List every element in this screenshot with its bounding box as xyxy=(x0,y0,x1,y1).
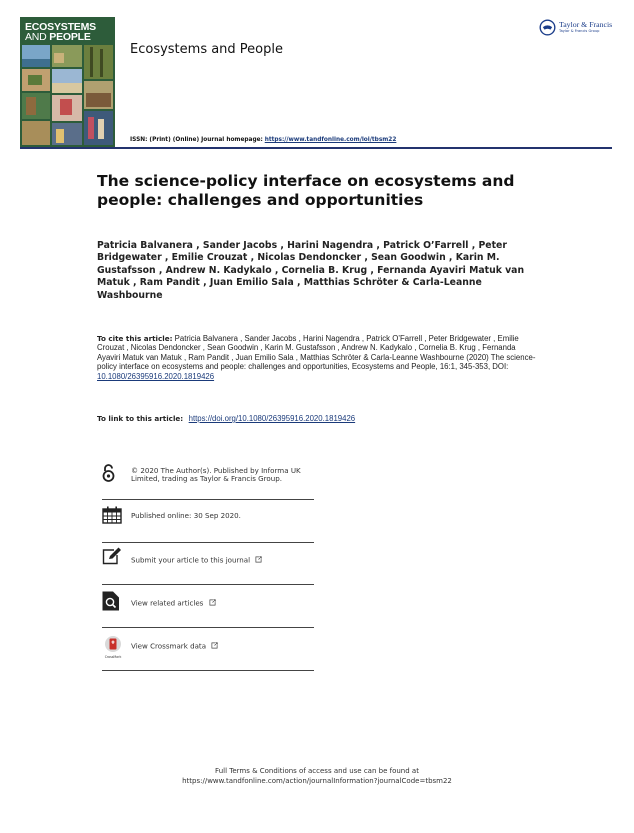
crossmark-block[interactable] xyxy=(102,632,314,674)
publisher-subtitle: Taylor & Francis Group xyxy=(559,29,600,33)
external-link-icon xyxy=(209,599,216,606)
issn-label: ISSN: (Print) (Online) Journal homepage: xyxy=(130,137,263,143)
journal-homepage-link[interactable]: https://www.tandfonline.com/loi/tbsm22 xyxy=(264,137,397,143)
header-divider xyxy=(20,147,612,149)
cover-title-line1: ECOSYSTEMS xyxy=(25,21,96,33)
info-divider xyxy=(102,670,314,671)
submit-article-label: Submit your article to this journal xyxy=(131,555,251,565)
cite-label: To cite this article: xyxy=(97,334,173,343)
related-articles-link[interactable] xyxy=(131,599,316,608)
external-link-icon xyxy=(211,642,218,649)
published-block xyxy=(102,505,314,545)
issn-line xyxy=(130,137,396,143)
related-articles-icon xyxy=(102,591,120,611)
submit-article-link[interactable] xyxy=(131,556,316,565)
author-list: Patricia Balvanera , Sander Jacobs , Harini Nagendra , Patrick O’Farrell , Peter Bridgewater , Emilie Crouzat , Nicolas Dendoncker , Sean Goodwin , Karin M. Gustafsson , Andrew N. Kadykalo , Cornelia B. Krug , Fernanda Ayaviri Matuk van Matuk , Ram Pandit , Juan Emilio Sala , Matthias Schröter & Carla-Leanne Washbourne xyxy=(97,240,525,301)
license-block xyxy=(102,462,314,502)
crossmark-label: View Crossmark data xyxy=(131,641,207,651)
article-doi-link[interactable]: https://doi.org/10.1080/26395916.2020.1819426 xyxy=(188,414,356,423)
publisher-name: Taylor & Francis xyxy=(559,20,613,29)
calendar-icon xyxy=(102,506,122,524)
license-text: © 2020 The Author(s). Published by Informa UK Limited, trading as Taylor & Francis Group. xyxy=(131,466,301,484)
publisher-logo xyxy=(539,19,619,37)
edit-icon xyxy=(102,547,122,565)
cover-photo-collage xyxy=(20,43,115,147)
submit-article-block[interactable] xyxy=(102,546,314,586)
related-articles-block[interactable] xyxy=(102,589,314,629)
related-articles-label: View related articles xyxy=(131,598,204,608)
info-divider xyxy=(102,627,314,628)
info-divider xyxy=(102,542,314,543)
crossmark-badge-text: CrossMark xyxy=(104,655,122,659)
external-link-icon xyxy=(255,556,262,563)
crossmark-icon xyxy=(102,635,124,659)
article-link-line xyxy=(97,414,355,423)
footer xyxy=(0,767,634,786)
cite-doi-link[interactable]: 10.1080/26395916.2020.1819426 xyxy=(97,371,215,381)
info-divider xyxy=(102,584,314,585)
cover-title xyxy=(20,17,115,42)
crossmark-link[interactable] xyxy=(131,642,316,651)
cite-text: Patricia Balvanera , Sander Jacobs , Harini Nagendra , Patrick O’Farrell , Peter Bridgewater , Emilie Crouzat , Nicolas Dendoncker , Sean Goodwin , Karin M. Gustafsson , Andrew N. Kadykalo , Cornelia B. Krug , Fernanda Ayaviri Matuk van Matuk , Ram Pandit , Juan Emilio Sala , Matthias Schröter & Carla-Leanne Washbourne (2020) The science-policy interface on ecosystems and people: challenges and opportunities, Ecosystems and People, 16:1, 345-353, DOI: xyxy=(97,334,536,372)
footer-line1: Full Terms & Conditions of access and use can be found at xyxy=(215,767,419,775)
footer-terms-link[interactable]: https://www.tandfonline.com/action/journalInformation?journalCode=tbsm22 xyxy=(182,776,452,785)
link-label: To link to this article: xyxy=(97,414,184,423)
journal-name: Ecosystems and People xyxy=(130,42,283,57)
cover-title-and: AND xyxy=(25,31,50,43)
citation-block xyxy=(97,334,537,381)
article-title: The science-policy interface on ecosystems and people: challenges and opportunities xyxy=(97,172,515,209)
open-access-icon xyxy=(102,463,115,483)
cover-title-people: PEOPLE xyxy=(49,31,91,43)
taylor-francis-icon xyxy=(539,19,556,36)
published-date: Published online: 30 Sep 2020. xyxy=(131,511,241,520)
journal-cover xyxy=(20,17,115,147)
info-divider xyxy=(102,499,314,500)
